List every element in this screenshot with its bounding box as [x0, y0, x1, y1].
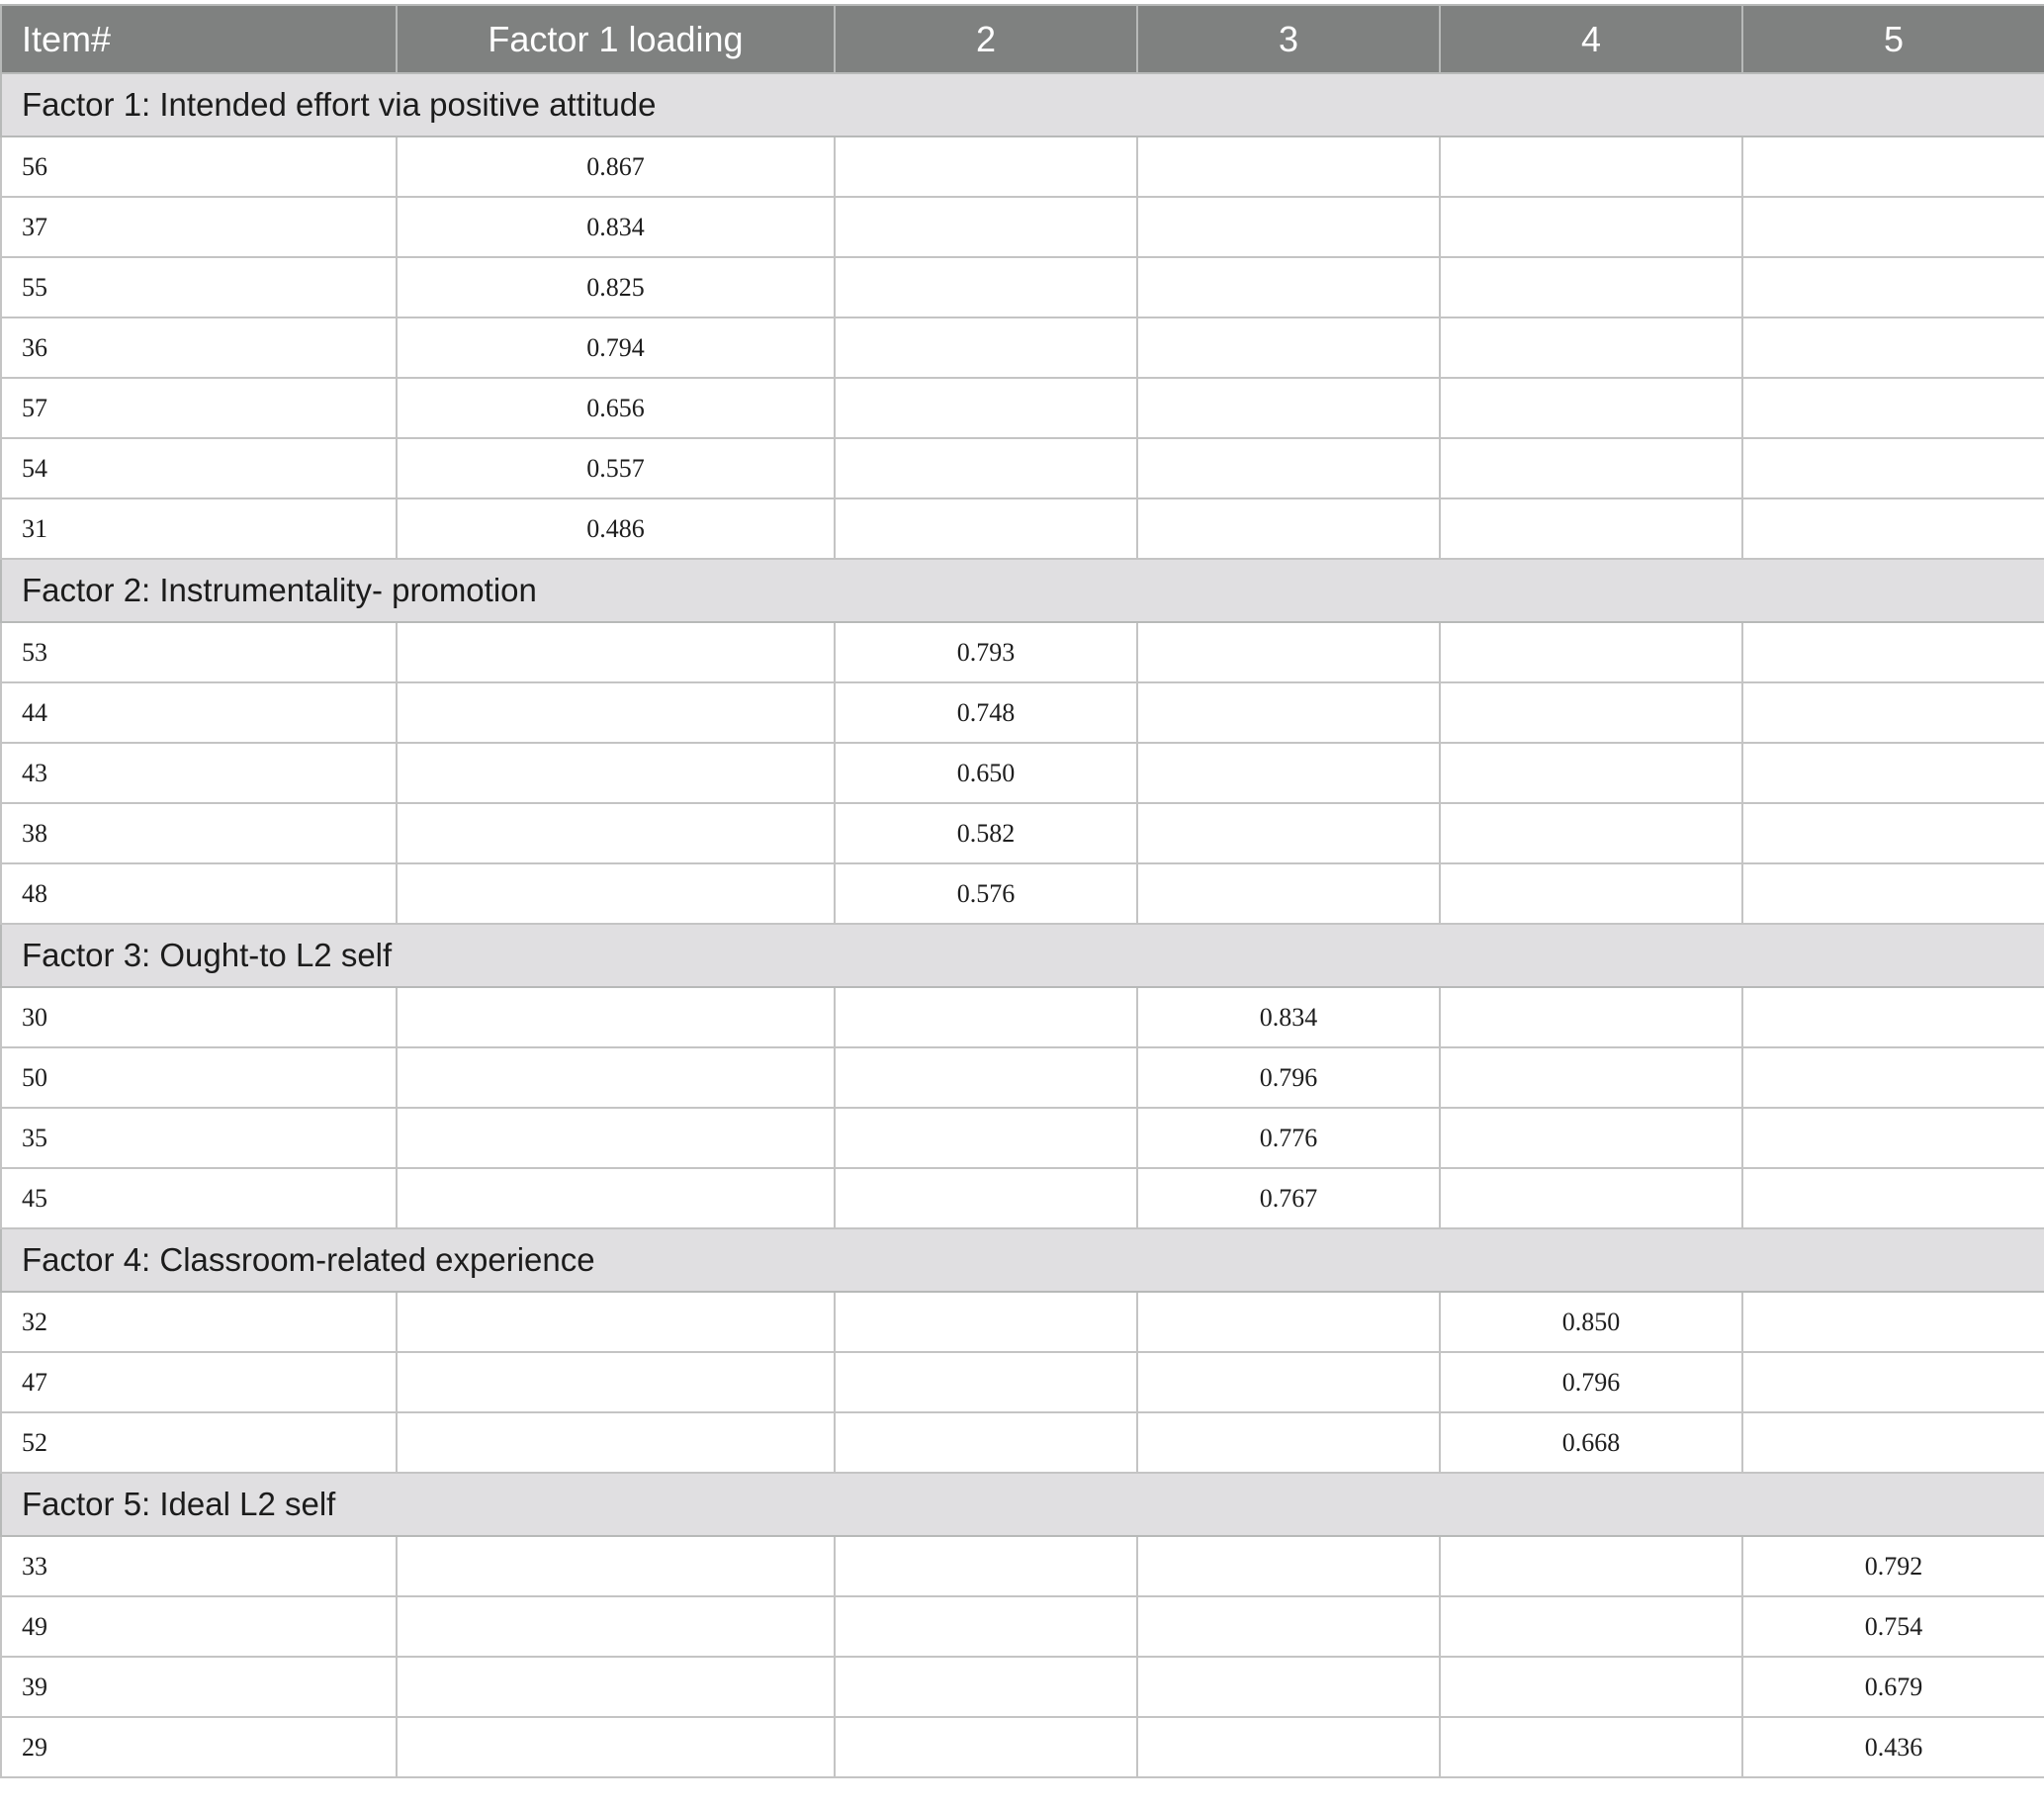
factor-1-loading-cell: 0.486	[397, 498, 835, 559]
factor-2-loading-cell	[835, 1596, 1137, 1657]
factor-4-loading-cell	[1440, 378, 1742, 438]
factor-1-loading-cell: 0.557	[397, 438, 835, 498]
item-number-cell: 43	[1, 743, 397, 803]
header-factor-3: 3	[1137, 5, 1440, 73]
factor-3-loading-cell	[1137, 803, 1440, 863]
factor-5-loading-cell	[1742, 1412, 2044, 1473]
factor-3-loading-cell: 0.834	[1137, 987, 1440, 1047]
factor-group-row	[1, 1228, 2044, 1292]
factor-3-loading-cell	[1137, 317, 1440, 378]
factor-4-loading-cell	[1440, 1168, 1742, 1228]
table-row	[1, 987, 2044, 1047]
header-factor-1-loading: Factor 1 loading	[397, 5, 835, 73]
factor-1-loading-cell	[397, 682, 835, 743]
factor-4-loading-cell	[1440, 197, 1742, 257]
factor-1-loading-cell	[397, 863, 835, 924]
factor-3-loading-cell	[1137, 1717, 1440, 1777]
header-item-number: Item#	[1, 5, 397, 73]
table-row	[1, 1168, 2044, 1228]
item-number-cell: 57	[1, 378, 397, 438]
table-row	[1, 682, 2044, 743]
factor-3-loading-cell	[1137, 1412, 1440, 1473]
factor-5-loading-cell	[1742, 1352, 2044, 1412]
factor-3-loading-cell: 0.776	[1137, 1108, 1440, 1168]
factor-1-loading-cell	[397, 1108, 835, 1168]
factor-3-loading-cell	[1137, 136, 1440, 197]
factor-2-loading-cell: 0.793	[835, 622, 1137, 682]
factor-5-loading-cell: 0.792	[1742, 1536, 2044, 1596]
item-number-cell: 54	[1, 438, 397, 498]
table-row	[1, 1108, 2044, 1168]
factor-2-loading-cell	[835, 1657, 1137, 1717]
factor-1-loading-cell	[397, 743, 835, 803]
table-row	[1, 498, 2044, 559]
item-number-cell: 39	[1, 1657, 397, 1717]
table-body	[1, 73, 2044, 1777]
factor-3-loading-cell	[1137, 682, 1440, 743]
item-number-cell: 37	[1, 197, 397, 257]
factor-2-loading-cell	[835, 317, 1137, 378]
table-row	[1, 1047, 2044, 1108]
header-row	[1, 5, 2044, 73]
factor-1-loading-cell	[397, 1596, 835, 1657]
factor-1-loading-cell: 0.834	[397, 197, 835, 257]
factor-4-loading-cell: 0.668	[1440, 1412, 1742, 1473]
factor-3-loading-cell	[1137, 1596, 1440, 1657]
factor-3-loading-cell	[1137, 863, 1440, 924]
factor-3-loading-cell	[1137, 743, 1440, 803]
factor-3-loading-cell	[1137, 498, 1440, 559]
table-row	[1, 1536, 2044, 1596]
factor-2-loading-cell	[835, 1717, 1137, 1777]
factor-3-loading-cell	[1137, 378, 1440, 438]
factor-2-loading-cell	[835, 1536, 1137, 1596]
factor-group-row	[1, 559, 2044, 622]
factor-1-loading-cell	[397, 1536, 835, 1596]
item-number-cell: 30	[1, 987, 397, 1047]
item-number-cell: 38	[1, 803, 397, 863]
factor-4-loading-cell	[1440, 987, 1742, 1047]
factor-2-loading-cell: 0.576	[835, 863, 1137, 924]
item-number-cell: 53	[1, 622, 397, 682]
factor-5-loading-cell	[1742, 863, 2044, 924]
factor-3-loading-cell	[1137, 1292, 1440, 1352]
factor-group-title: Factor 1: Intended effort via positive attitude	[1, 73, 2044, 136]
item-number-cell: 52	[1, 1412, 397, 1473]
item-number-cell: 47	[1, 1352, 397, 1412]
factor-4-loading-cell	[1440, 1536, 1742, 1596]
factor-3-loading-cell	[1137, 622, 1440, 682]
factor-4-loading-cell	[1440, 863, 1742, 924]
factor-4-loading-cell: 0.796	[1440, 1352, 1742, 1412]
factor-1-loading-cell	[397, 1168, 835, 1228]
item-number-cell: 49	[1, 1596, 397, 1657]
factor-group-row	[1, 73, 2044, 136]
factor-1-loading-cell	[397, 1717, 835, 1777]
factor-2-loading-cell	[835, 197, 1137, 257]
table-row	[1, 197, 2044, 257]
factor-3-loading-cell	[1137, 1352, 1440, 1412]
table-row	[1, 378, 2044, 438]
factor-2-loading-cell	[835, 1292, 1137, 1352]
factor-3-loading-cell: 0.796	[1137, 1047, 1440, 1108]
factor-5-loading-cell	[1742, 743, 2044, 803]
factor-4-loading-cell	[1440, 498, 1742, 559]
factor-5-loading-cell	[1742, 803, 2044, 863]
table-row	[1, 1717, 2044, 1777]
factor-5-loading-cell	[1742, 682, 2044, 743]
factor-2-loading-cell	[835, 987, 1137, 1047]
table-row	[1, 622, 2044, 682]
factor-1-loading-cell: 0.867	[397, 136, 835, 197]
factor-5-loading-cell	[1742, 378, 2044, 438]
factor-2-loading-cell: 0.582	[835, 803, 1137, 863]
factor-1-loading-cell	[397, 1292, 835, 1352]
factor-5-loading-cell	[1742, 1292, 2044, 1352]
factor-1-loading-cell	[397, 1352, 835, 1412]
factor-1-loading-cell	[397, 803, 835, 863]
header-factor-2: 2	[835, 5, 1137, 73]
factor-2-loading-cell	[835, 498, 1137, 559]
factor-4-loading-cell	[1440, 1596, 1742, 1657]
item-number-cell: 55	[1, 257, 397, 317]
factor-group-title: Factor 5: Ideal L2 self	[1, 1473, 2044, 1536]
factor-1-loading-cell	[397, 1412, 835, 1473]
item-number-cell: 35	[1, 1108, 397, 1168]
item-number-cell: 50	[1, 1047, 397, 1108]
factor-4-loading-cell	[1440, 257, 1742, 317]
factor-2-loading-cell	[835, 257, 1137, 317]
item-number-cell: 33	[1, 1536, 397, 1596]
factor-5-loading-cell	[1742, 1168, 2044, 1228]
item-number-cell: 56	[1, 136, 397, 197]
factor-4-loading-cell	[1440, 438, 1742, 498]
factor-5-loading-cell: 0.754	[1742, 1596, 2044, 1657]
factor-2-loading-cell	[835, 1352, 1137, 1412]
factor-4-loading-cell	[1440, 682, 1742, 743]
item-number-cell: 32	[1, 1292, 397, 1352]
table-row	[1, 136, 2044, 197]
factor-loadings-table	[0, 4, 2044, 1778]
factor-group-row	[1, 924, 2044, 987]
header-factor-4: 4	[1440, 5, 1742, 73]
table-row	[1, 1292, 2044, 1352]
factor-4-loading-cell	[1440, 1657, 1742, 1717]
factor-3-loading-cell	[1137, 1536, 1440, 1596]
factor-2-loading-cell	[835, 438, 1137, 498]
factor-5-loading-cell: 0.436	[1742, 1717, 2044, 1777]
factor-4-loading-cell	[1440, 136, 1742, 197]
factor-2-loading-cell: 0.748	[835, 682, 1137, 743]
item-number-cell: 36	[1, 317, 397, 378]
factor-2-loading-cell	[835, 136, 1137, 197]
table-row	[1, 438, 2044, 498]
item-number-cell: 44	[1, 682, 397, 743]
table-row	[1, 257, 2044, 317]
factor-group-title: Factor 2: Instrumentality- promotion	[1, 559, 2044, 622]
factor-group-title: Factor 3: Ought-to L2 self	[1, 924, 2044, 987]
factor-1-loading-cell: 0.794	[397, 317, 835, 378]
factor-3-loading-cell	[1137, 197, 1440, 257]
factor-5-loading-cell	[1742, 1047, 2044, 1108]
table-row	[1, 1352, 2044, 1412]
factor-3-loading-cell: 0.767	[1137, 1168, 1440, 1228]
factor-4-loading-cell	[1440, 1047, 1742, 1108]
table-row	[1, 743, 2044, 803]
factor-3-loading-cell	[1137, 438, 1440, 498]
item-number-cell: 45	[1, 1168, 397, 1228]
table-row	[1, 1657, 2044, 1717]
header-factor-5: 5	[1742, 5, 2044, 73]
factor-4-loading-cell	[1440, 743, 1742, 803]
factor-5-loading-cell	[1742, 498, 2044, 559]
factor-5-loading-cell	[1742, 987, 2044, 1047]
factor-5-loading-cell	[1742, 317, 2044, 378]
factor-5-loading-cell	[1742, 1108, 2044, 1168]
table-row	[1, 317, 2044, 378]
factor-2-loading-cell	[835, 1047, 1137, 1108]
factor-1-loading-cell: 0.825	[397, 257, 835, 317]
factor-1-loading-cell	[397, 1047, 835, 1108]
factor-3-loading-cell	[1137, 257, 1440, 317]
table-row	[1, 863, 2044, 924]
factor-5-loading-cell	[1742, 197, 2044, 257]
factor-5-loading-cell	[1742, 438, 2044, 498]
table-row	[1, 1596, 2044, 1657]
factor-5-loading-cell	[1742, 136, 2044, 197]
factor-1-loading-cell: 0.656	[397, 378, 835, 438]
item-number-cell: 29	[1, 1717, 397, 1777]
factor-1-loading-cell	[397, 622, 835, 682]
factor-1-loading-cell	[397, 1657, 835, 1717]
factor-4-loading-cell	[1440, 622, 1742, 682]
factor-group-title: Factor 4: Classroom-related experience	[1, 1228, 2044, 1292]
factor-1-loading-cell	[397, 987, 835, 1047]
factor-2-loading-cell	[835, 378, 1137, 438]
item-number-cell: 48	[1, 863, 397, 924]
factor-3-loading-cell	[1137, 1657, 1440, 1717]
table-row	[1, 1412, 2044, 1473]
factor-2-loading-cell	[835, 1412, 1137, 1473]
factor-5-loading-cell: 0.679	[1742, 1657, 2044, 1717]
factor-4-loading-cell	[1440, 1108, 1742, 1168]
factor-group-row	[1, 1473, 2044, 1536]
factor-4-loading-cell	[1440, 1717, 1742, 1777]
factor-4-loading-cell	[1440, 317, 1742, 378]
factor-2-loading-cell	[835, 1108, 1137, 1168]
factor-5-loading-cell	[1742, 622, 2044, 682]
item-number-cell: 31	[1, 498, 397, 559]
factor-4-loading-cell	[1440, 803, 1742, 863]
table-header	[1, 5, 2044, 73]
table-row	[1, 803, 2044, 863]
factor-4-loading-cell: 0.850	[1440, 1292, 1742, 1352]
factor-5-loading-cell	[1742, 257, 2044, 317]
factor-2-loading-cell	[835, 1168, 1137, 1228]
factor-2-loading-cell: 0.650	[835, 743, 1137, 803]
